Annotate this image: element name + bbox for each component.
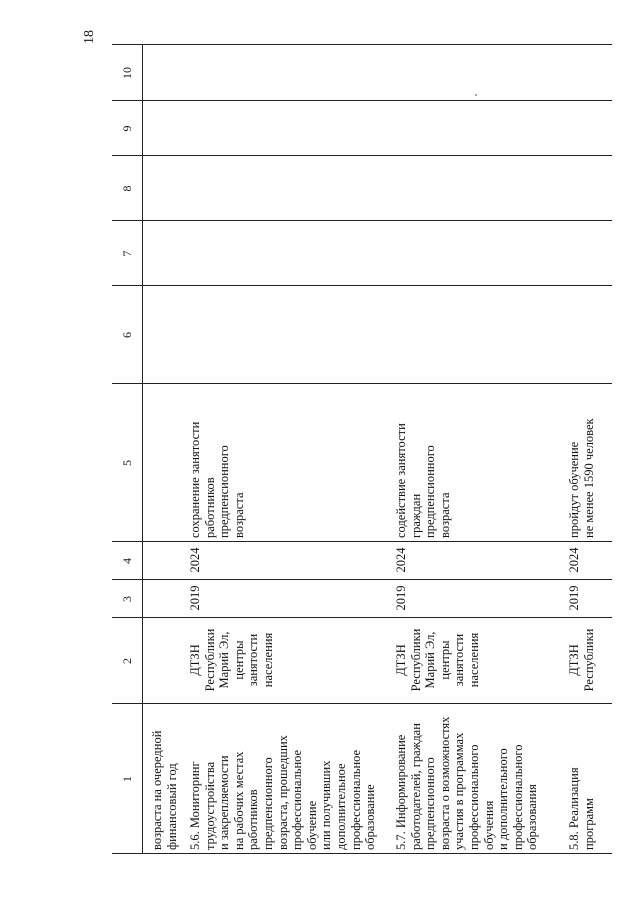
column-header-9: 9 [120, 125, 134, 132]
column-divider [112, 541, 612, 542]
row-5-6-executor: ДТЗН Республики Марий Эл, центры занятости населения [188, 628, 275, 692]
column-header-1: 1 [120, 776, 134, 782]
column-divider [112, 155, 612, 156]
row-5-8-start-year: 2019 [567, 585, 581, 611]
column-header-4: 4 [120, 558, 134, 564]
row-5-6-measure: 5.6. Мониторинг трудоустройства и закрепляемости на рабочих местах работников предпенсионного возраста, прошедших профессиональное обучение или получивших дополнительное профессиональное образование [188, 735, 378, 850]
carryover-text: возраста на очередной финансовый год [150, 730, 179, 850]
row-5-6-start-year: 2019 [188, 585, 202, 611]
page-number: 18 [82, 30, 97, 44]
row-5-7-measure: 5.7. Информирование работодателей, граждан предпенсионного возраста о возможностях участия в программах профессионального обучения и дополнительного профессионального образования [394, 716, 540, 850]
column-divider [112, 285, 612, 286]
column-divider [112, 579, 612, 580]
column-header-6: 6 [120, 332, 134, 338]
scan-speck [475, 94, 477, 96]
row-5-7-start-year: 2019 [394, 585, 408, 611]
column-header-3: 3 [120, 596, 134, 602]
header-separator [142, 44, 143, 854]
column-divider [112, 703, 612, 704]
row-5-7-end-year: 2024 [394, 547, 408, 573]
column-divider [112, 617, 612, 618]
row-5-6-result: сохранение занятости работников предпенсионного возраста [188, 421, 246, 538]
row-5-8-measure: 5.8. Реализация программ [567, 767, 596, 850]
column-header-5: 5 [120, 460, 134, 466]
row-5-8-result: пройдут обучение не менее 1590 человек [567, 418, 596, 538]
rotated-table [112, 44, 612, 854]
column-divider [112, 383, 612, 384]
row-5-7-result: содействие занятости граждан предпенсионного возраста [394, 423, 452, 538]
row-5-6-end-year: 2024 [188, 547, 202, 573]
column-header-7: 7 [120, 250, 134, 257]
row-5-8-executor: ДТЗН Республики [567, 628, 596, 692]
column-header-8: 8 [120, 185, 134, 192]
column-header-2: 2 [120, 658, 134, 664]
column-divider [112, 44, 612, 45]
row-5-7-executor: ДТЗН Республики Марий Эл, центры занятости населения [394, 628, 481, 692]
column-header-10: 10 [120, 67, 134, 79]
column-divider [112, 100, 612, 101]
column-divider [112, 220, 612, 221]
row-5-8-end-year: 2024 [567, 547, 581, 573]
column-divider [112, 853, 612, 854]
